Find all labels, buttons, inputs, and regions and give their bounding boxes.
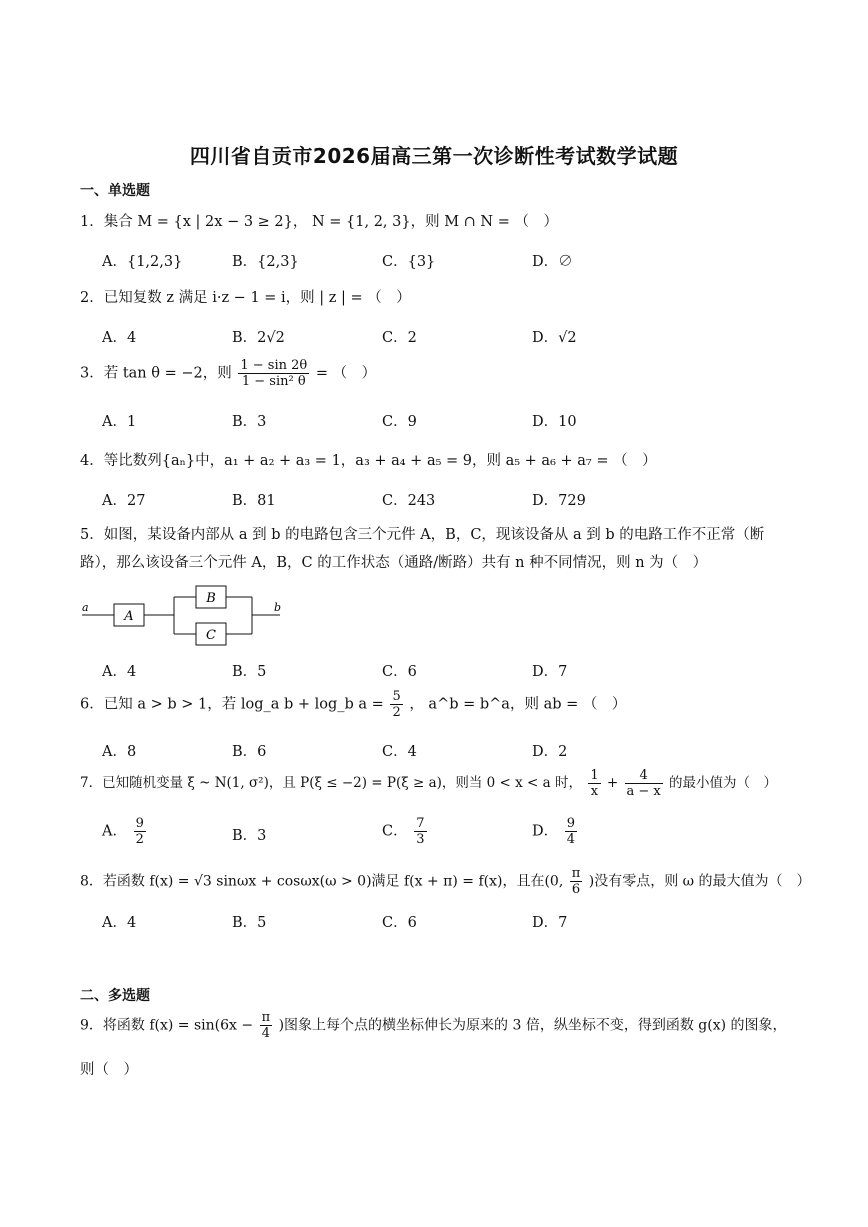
q8-option-d[interactable]: D．7 (532, 915, 568, 931)
question-7-stem (80, 768, 777, 799)
q1-option-d[interactable]: D．∅ (532, 254, 573, 270)
q7-option-a-label: A． (102, 823, 127, 840)
q7-frac2-num: 4 (625, 768, 663, 784)
q3-prefix: 3．若 tan θ = −2，则 (80, 365, 232, 382)
q4-option-c[interactable]: C．243 (382, 493, 436, 509)
q2-option-c[interactable]: C．2 (382, 330, 417, 346)
q2-option-b[interactable]: B．2√2 (232, 330, 285, 346)
q3-fraction (238, 358, 309, 389)
q4-option-a[interactable]: A．27 (102, 493, 146, 509)
q7-option-d-frac (565, 816, 577, 847)
q3-option-d[interactable]: D．10 (532, 414, 577, 430)
q7-suffix: 的最小值为（ ） (669, 775, 778, 791)
q7-option-c-num: 7 (416, 816, 425, 831)
q8-frac-den: 6 (571, 882, 581, 897)
section-multiple-choice: 二、多选题 (80, 988, 150, 1004)
q3-option-a[interactable]: A．1 (102, 414, 137, 430)
section-single-choice: 一、单选题 (80, 183, 150, 199)
q7-option-d-num: 9 (566, 816, 576, 831)
q9-frac-den: 4 (261, 1026, 270, 1041)
q3-suffix: = （ ） (315, 365, 377, 382)
q7-option-a[interactable] (102, 816, 148, 847)
q6-option-d[interactable]: D．2 (532, 744, 568, 760)
q6-frac-den: 2 (392, 705, 401, 720)
q8-fraction (570, 866, 583, 897)
q3-option-c[interactable]: C．9 (382, 414, 417, 430)
q9-frac-num: π (261, 1010, 271, 1025)
label-component-a: A (124, 609, 134, 624)
q7-option-a-frac (134, 816, 146, 847)
q7-option-d[interactable] (532, 816, 579, 847)
q7-plus: + (606, 775, 619, 791)
q8-frac-num: π (571, 866, 581, 881)
q8-option-b[interactable]: B．5 (232, 915, 267, 931)
label-component-b: B (206, 591, 216, 606)
q4-option-d[interactable]: D．729 (532, 493, 586, 509)
q6-option-c[interactable]: C．4 (382, 744, 417, 760)
q9-fraction (260, 1010, 273, 1041)
label-a: a (82, 601, 89, 614)
q7-fraction-2 (625, 768, 663, 799)
q7-option-b[interactable]: B．3 (232, 828, 267, 844)
question-4-stem: 4．等比数列{aₙ}中，a₁ + a₂ + a₃ = 1，a₃ + a₄ + a₅ = 9，则 a₅ + a₆ + a₇ = （ ） (80, 453, 657, 469)
q6-suffix: ， a^b = b^a，则 ab = （ ） (409, 696, 627, 713)
q5-option-b[interactable]: B．5 (232, 664, 267, 680)
q1-option-b[interactable]: B．{2,3} (232, 254, 299, 270)
question-9-line2: 则（ ） (80, 1062, 138, 1078)
q8-option-a[interactable]: A．4 (102, 915, 137, 931)
q7-option-a-den: 2 (135, 832, 144, 847)
question-9-stem (80, 1010, 787, 1041)
q7-option-a-num: 9 (135, 816, 144, 831)
circuit-diagram (80, 582, 285, 648)
label-component-c: C (206, 628, 216, 643)
question-5-stem: 5．如图，某设备内部从 a 到 b 的电路包含三个元件 A，B，C，现该设备从 a 到 b 的电路工作不正常（断路），那么该设备三个元件 A，B，C 的工作状态（通路/断路）共有 n 种不同情况，则 n 为（ ） (80, 527, 765, 571)
q7-frac1-den: x (590, 784, 599, 799)
q5-option-c[interactable]: C．6 (382, 664, 417, 680)
question-8-stem (80, 866, 811, 897)
q7-frac2-den: a − x (626, 784, 661, 799)
q7-option-c-den: 3 (416, 832, 425, 847)
label-b: b (274, 601, 282, 614)
q9-suffix: )图象上每个点的横坐标伸长为原来的 3 倍，纵坐标不变，得到函数 g(x) 的图象， (278, 1017, 787, 1034)
page-title: 四川省自贡市2026届高三第一次诊断性考试数学试题 (189, 144, 679, 168)
q3-frac-den: 1 − sin² θ (241, 374, 306, 389)
q6-frac-num: 5 (392, 689, 401, 704)
q2-option-a[interactable]: A．4 (102, 330, 137, 346)
question-6-stem (80, 689, 626, 720)
q6-option-b[interactable]: B．6 (232, 744, 267, 760)
question-3-stem (80, 358, 376, 389)
q7-prefix: 7．已知随机变量 ξ ~ N(1, σ²)，且 P(ξ ≤ −2) = P(ξ ≥ a)，则当 0 < x < a 时， (80, 775, 583, 791)
q7-fraction-1 (588, 768, 600, 799)
q6-option-a[interactable]: A．8 (102, 744, 137, 760)
q8-prefix: 8．若函数 f(x) = √3 sinωx + cosωx(ω > 0)满足 f(x + π) = f(x)，且在(0, (80, 873, 564, 890)
q5-option-d[interactable]: D．7 (532, 664, 568, 680)
q7-option-d-den: 4 (566, 832, 576, 847)
q8-option-c[interactable]: C．6 (382, 915, 417, 931)
q4-option-b[interactable]: B．81 (232, 493, 276, 509)
q7-option-c[interactable] (382, 816, 429, 847)
q7-option-d-label: D． (532, 823, 559, 840)
question-2-stem: 2．已知复数 z 满足 i·z − 1 = i，则 | z | = （ ） (80, 290, 411, 306)
q2-option-d[interactable]: D．√2 (532, 330, 577, 346)
q3-frac-num: 1 − sin 2θ (240, 358, 308, 373)
q6-fraction (390, 689, 402, 720)
q1-option-c[interactable]: C．{3} (382, 254, 436, 270)
q7-frac1-num: 1 (590, 768, 599, 783)
q5-option-a[interactable]: A．4 (102, 664, 137, 680)
q3-option-b[interactable]: B．3 (232, 414, 267, 430)
q7-option-c-frac (414, 816, 426, 847)
q7-option-c-label: C． (382, 823, 408, 840)
question-1-stem: 1．集合 M = {x | 2x − 3 ≥ 2}， N = {1, 2, 3}，则 M ∩ N = （ ） (80, 214, 558, 230)
q8-suffix: )没有零点，则 ω 的最大值为（ ） (588, 873, 811, 890)
q9-prefix: 9．将函数 f(x) = sin(6x − (80, 1017, 254, 1034)
q6-prefix: 6．已知 a > b > 1，若 log_a b + log_b a = (80, 696, 384, 713)
q1-option-a[interactable]: A．{1,2,3} (102, 254, 183, 270)
